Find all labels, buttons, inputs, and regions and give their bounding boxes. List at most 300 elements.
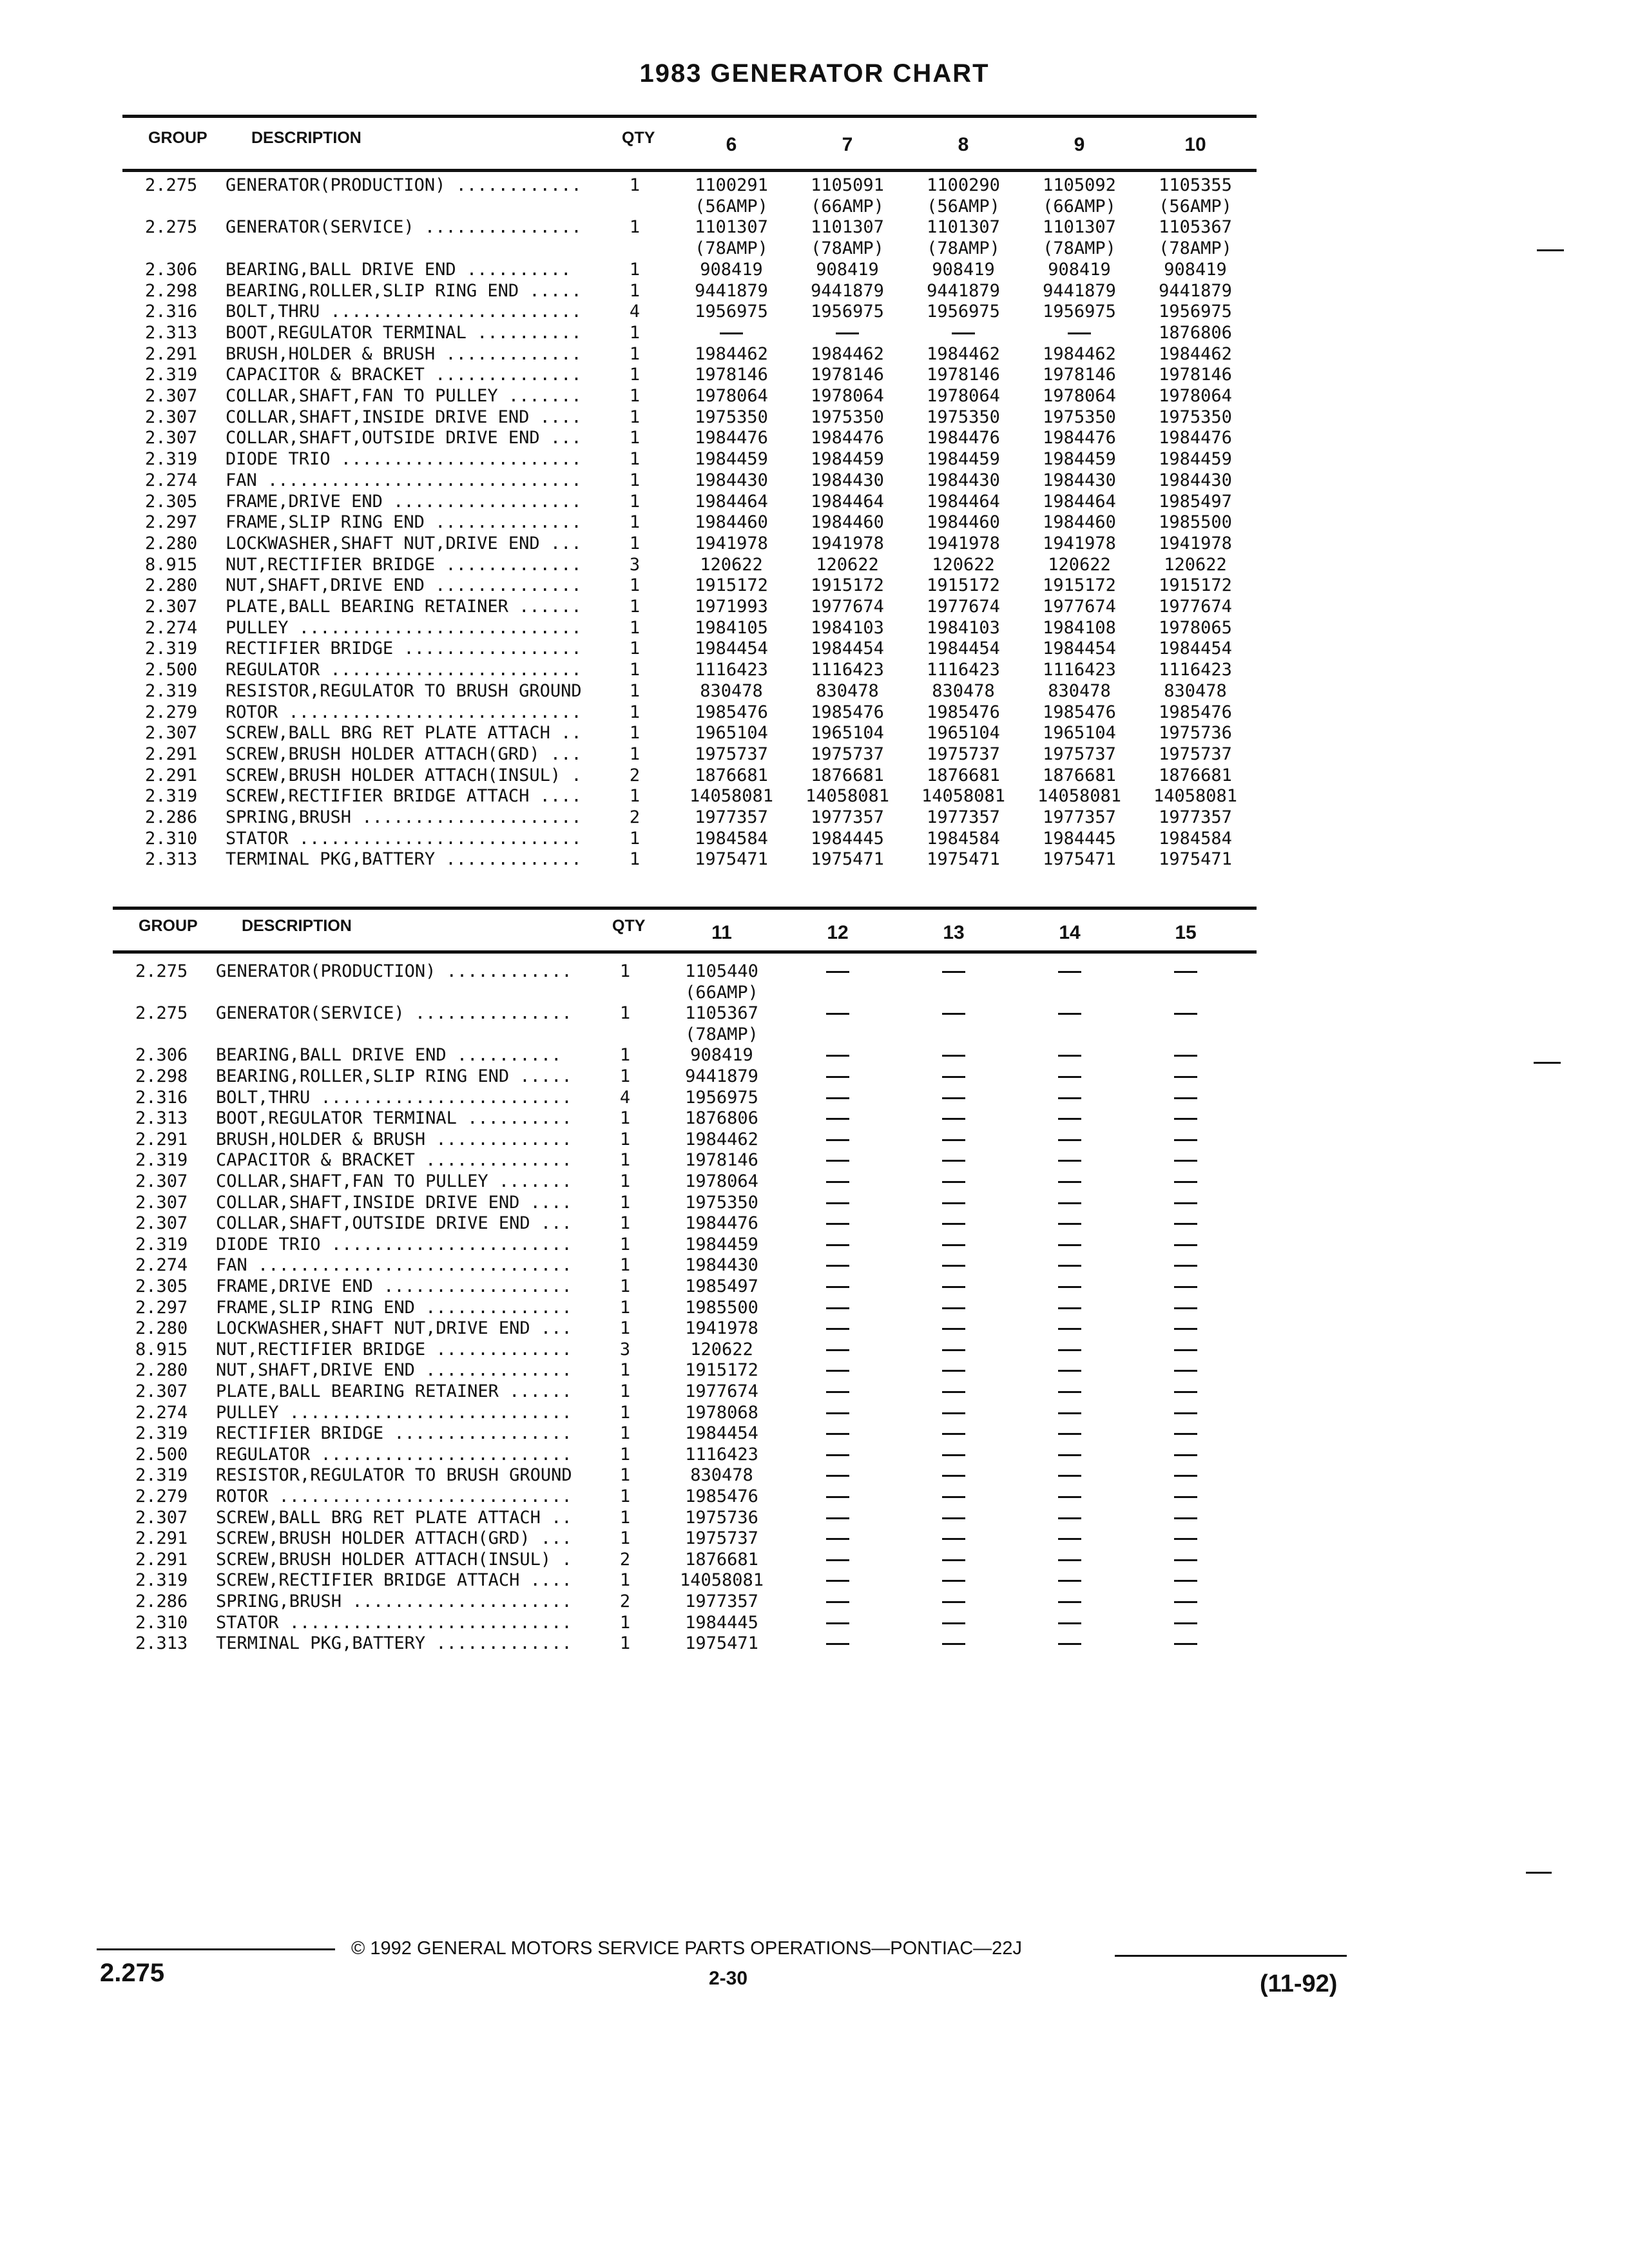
part-number-cell: 1977357 xyxy=(695,807,768,827)
part-description: SCREW,BALL BRG RET PLATE ATTACH .. xyxy=(216,1507,572,1528)
not-applicable-dash xyxy=(899,1570,1008,1590)
group-number: 2.280 xyxy=(135,1360,188,1381)
part-number-cell: (78AMP) xyxy=(685,1024,758,1044)
part-number-cell: 14058081 xyxy=(1037,786,1122,807)
part-number-cell: 1101307 xyxy=(927,217,1000,238)
not-applicable-dash xyxy=(899,1276,1008,1296)
part-number-cell: 908419 xyxy=(816,259,879,280)
part-number-cell: 1105091 xyxy=(811,175,884,195)
group-number: 2.305 xyxy=(135,1276,188,1296)
description-column-header: DESCRIPTION xyxy=(251,129,361,147)
part-number-cell: (78AMP) xyxy=(811,238,884,259)
part-number-cell: 1941978 xyxy=(1159,533,1232,553)
model-column-header-10: 10 xyxy=(1184,134,1206,155)
dash-mark xyxy=(826,1328,849,1330)
part-number-cell: 1975737 xyxy=(927,744,1000,764)
part-number-cell: 1915172 xyxy=(1043,575,1116,596)
part-number-cell: 1876806 xyxy=(685,1108,758,1129)
dash-mark xyxy=(942,1580,965,1582)
not-applicable-dash xyxy=(1015,1633,1124,1653)
not-applicable-dash xyxy=(783,1340,892,1360)
part-description: PULLEY ........................... xyxy=(226,617,582,638)
part-number-cell: 1978146 xyxy=(1043,365,1116,385)
not-applicable-dash xyxy=(1131,1591,1240,1611)
not-applicable-dash xyxy=(1131,1360,1240,1380)
dash-mark xyxy=(952,332,975,334)
group-number: 2.291 xyxy=(145,744,198,764)
part-number-cell: 1984584 xyxy=(695,828,768,849)
part-number-cell: 1984460 xyxy=(811,512,884,533)
part-number-cell: 1984460 xyxy=(1043,512,1116,533)
part-number-cell: 1984459 xyxy=(927,449,1000,470)
model-column-header-14: 14 xyxy=(1059,922,1081,943)
not-applicable-dash xyxy=(1131,1613,1240,1633)
footer-rule-left xyxy=(97,1948,335,1950)
part-description: FAN .............................. xyxy=(216,1255,572,1276)
dash-mark xyxy=(1058,1601,1081,1603)
part-description: NUT,RECTIFIER BRIDGE ............. xyxy=(216,1339,572,1360)
part-number-cell: 1984459 xyxy=(1159,449,1232,470)
part-number-cell: 1984462 xyxy=(1043,343,1116,364)
part-number-cell: 1975471 xyxy=(1159,849,1232,870)
part-number-cell: 1975736 xyxy=(1159,723,1232,744)
part-number-cell: 1984454 xyxy=(1159,639,1232,659)
not-applicable-dash xyxy=(783,1066,892,1086)
part-number-cell: 1984454 xyxy=(927,639,1000,659)
not-applicable-dash xyxy=(1025,323,1134,343)
not-applicable-dash xyxy=(1131,1508,1240,1528)
part-number-cell: 908419 xyxy=(1164,259,1227,280)
not-applicable-dash xyxy=(1131,1150,1240,1170)
group-number: 2.275 xyxy=(135,1003,188,1024)
not-applicable-dash xyxy=(783,1465,892,1485)
quantity: 1 xyxy=(619,1402,631,1423)
dash-mark xyxy=(826,1496,849,1498)
not-applicable-dash xyxy=(899,1486,1008,1506)
part-description: LOCKWASHER,SHAFT NUT,DRIVE END ... xyxy=(226,533,582,553)
part-number-cell: 1984430 xyxy=(811,470,884,490)
not-applicable-dash xyxy=(1015,1423,1124,1443)
not-applicable-dash xyxy=(783,1360,892,1380)
model-column-header-6: 6 xyxy=(726,134,737,155)
part-number-cell: 1876681 xyxy=(927,765,1000,785)
part-number-cell: 1116423 xyxy=(1043,660,1116,680)
part-number-cell: 14058081 xyxy=(689,786,774,807)
not-applicable-dash xyxy=(1015,1445,1124,1465)
part-number-cell: (78AMP) xyxy=(1159,238,1232,259)
not-applicable-dash xyxy=(1131,1255,1240,1275)
qty-column-header: QTY xyxy=(612,917,646,935)
not-applicable-dash xyxy=(899,1591,1008,1611)
quantity: 1 xyxy=(619,1192,631,1213)
part-number-cell: 1975737 xyxy=(811,744,884,764)
not-applicable-dash xyxy=(1131,1193,1240,1213)
not-applicable-dash xyxy=(1131,1108,1240,1128)
part-number-cell: 1977357 xyxy=(927,807,1000,827)
dash-mark xyxy=(1174,1076,1197,1078)
part-number-cell: 120622 xyxy=(1164,554,1227,575)
part-number-cell: 14058081 xyxy=(679,1570,764,1591)
not-applicable-dash xyxy=(783,1213,892,1233)
part-number-cell: 1956975 xyxy=(1043,302,1116,322)
group-number: 2.291 xyxy=(135,1549,188,1570)
dash-mark xyxy=(826,1475,849,1477)
group-number: 2.307 xyxy=(145,428,198,448)
not-applicable-dash xyxy=(1131,1066,1240,1086)
quantity: 1 xyxy=(629,407,641,427)
dash-mark xyxy=(826,1391,849,1393)
part-description: FRAME,DRIVE END .................. xyxy=(226,491,582,512)
not-applicable-dash xyxy=(899,1508,1008,1528)
part-description: COLLAR,SHAFT,FAN TO PULLEY ....... xyxy=(216,1171,572,1191)
part-number-cell: 1975350 xyxy=(695,407,768,427)
part-number-cell: 14058081 xyxy=(921,786,1006,807)
quantity: 1 xyxy=(619,1612,631,1633)
quantity: 1 xyxy=(619,1255,631,1276)
dash-mark xyxy=(942,1076,965,1078)
quantity: 1 xyxy=(629,512,641,533)
quantity: 1 xyxy=(629,365,641,385)
part-description: BOLT,THRU ........................ xyxy=(226,302,582,322)
part-number-cell: 1975471 xyxy=(811,849,884,870)
dash-mark xyxy=(826,1076,849,1078)
not-applicable-dash xyxy=(1015,1066,1124,1086)
dash-mark xyxy=(942,1286,965,1288)
quantity: 1 xyxy=(629,322,641,343)
quantity: 1 xyxy=(619,1003,631,1024)
dash-mark xyxy=(942,1601,965,1603)
footer-page-number: 2-30 xyxy=(709,1968,748,1989)
group-number: 2.279 xyxy=(135,1486,188,1506)
part-number-cell: 1985476 xyxy=(927,702,1000,722)
part-number-cell: 1985476 xyxy=(811,702,884,722)
dash-mark xyxy=(1174,1454,1197,1456)
part-number-cell: 1915172 xyxy=(685,1360,758,1381)
dash-mark xyxy=(1174,1202,1197,1204)
dash-mark xyxy=(826,1307,849,1309)
part-number-cell: 1975471 xyxy=(927,849,1000,870)
group-number: 2.313 xyxy=(135,1108,188,1129)
dash-mark xyxy=(942,1391,965,1393)
quantity: 1 xyxy=(629,491,641,512)
group-number: 2.319 xyxy=(135,1465,188,1486)
not-applicable-dash xyxy=(783,1193,892,1213)
quantity: 4 xyxy=(629,302,641,322)
part-number-cell: 1105367 xyxy=(685,1003,758,1024)
part-number-cell: 1941978 xyxy=(1043,533,1116,553)
dash-mark xyxy=(826,1202,849,1204)
model-column-header-8: 8 xyxy=(958,134,969,155)
dash-mark xyxy=(826,1097,849,1099)
part-description: NUT,SHAFT,DRIVE END .............. xyxy=(216,1360,572,1381)
table-header-rule xyxy=(122,169,1257,172)
dash-mark xyxy=(1174,1328,1197,1330)
part-number-cell: 1956975 xyxy=(811,302,884,322)
part-number-cell: 1101307 xyxy=(811,217,884,238)
part-number-cell: 1975350 xyxy=(811,407,884,427)
quantity: 1 xyxy=(619,1423,631,1444)
dash-mark xyxy=(942,1454,965,1456)
not-applicable-dash xyxy=(1015,1129,1124,1149)
part-number-cell: 1977674 xyxy=(927,597,1000,617)
group-number: 2.319 xyxy=(135,1150,188,1171)
part-number-cell: 1984430 xyxy=(1043,470,1116,490)
group-number: 2.307 xyxy=(135,1507,188,1528)
quantity: 1 xyxy=(629,428,641,448)
group-number: 2.313 xyxy=(135,1633,188,1654)
part-number-cell: 1984476 xyxy=(695,428,768,448)
group-number: 2.319 xyxy=(135,1423,188,1444)
part-number-cell: 1985476 xyxy=(1043,702,1116,722)
part-number-cell: (56AMP) xyxy=(1159,196,1232,216)
dash-mark xyxy=(1058,1370,1081,1372)
dash-mark xyxy=(1174,1601,1197,1603)
part-description: BOLT,THRU ........................ xyxy=(216,1087,572,1108)
part-number-cell: 9441879 xyxy=(927,280,1000,301)
part-number-cell: 1975350 xyxy=(927,407,1000,427)
dash-mark xyxy=(1174,1517,1197,1519)
part-number-cell: 1915172 xyxy=(927,575,1000,596)
quantity: 1 xyxy=(619,1507,631,1528)
quantity: 1 xyxy=(619,1066,631,1086)
part-number-cell: 1915172 xyxy=(1159,575,1232,596)
quantity: 1 xyxy=(619,1318,631,1339)
part-number-cell: 1984459 xyxy=(695,449,768,470)
not-applicable-dash xyxy=(899,1066,1008,1086)
quantity: 1 xyxy=(629,723,641,744)
quantity: 1 xyxy=(619,1465,631,1486)
part-description: PULLEY ........................... xyxy=(216,1402,572,1423)
dash-mark xyxy=(1174,1538,1197,1540)
part-number-cell: 1984445 xyxy=(685,1612,758,1633)
model-column-header-13: 13 xyxy=(943,922,965,943)
not-applicable-dash xyxy=(1015,1298,1124,1318)
not-applicable-dash xyxy=(899,1108,1008,1128)
not-applicable-dash xyxy=(909,323,1018,343)
quantity: 1 xyxy=(629,849,641,870)
not-applicable-dash xyxy=(1131,1276,1240,1296)
dash-mark xyxy=(942,1181,965,1183)
dash-mark xyxy=(1174,1496,1197,1498)
not-applicable-dash xyxy=(899,1318,1008,1338)
quantity: 1 xyxy=(629,280,641,301)
part-description: CAPACITOR & BRACKET .............. xyxy=(216,1150,572,1171)
part-number-cell: 1101307 xyxy=(1043,217,1116,238)
part-number-cell: 1984430 xyxy=(927,470,1000,490)
dash-mark xyxy=(1174,1622,1197,1624)
dash-mark xyxy=(942,1475,965,1477)
dash-mark xyxy=(1058,1622,1081,1624)
quantity: 1 xyxy=(629,386,641,406)
part-number-cell: 1984105 xyxy=(695,617,768,638)
not-applicable-dash xyxy=(783,961,892,981)
not-applicable-dash xyxy=(1015,1591,1124,1611)
not-applicable-dash xyxy=(1015,1613,1124,1633)
part-number-cell: 1941978 xyxy=(927,533,1000,553)
part-description: BEARING,BALL DRIVE END .......... xyxy=(226,259,572,280)
not-applicable-dash xyxy=(783,1150,892,1170)
part-description: ROTOR ............................ xyxy=(216,1486,572,1506)
dash-mark xyxy=(942,1118,965,1120)
part-number-cell: 1984476 xyxy=(685,1213,758,1234)
part-number-cell: 830478 xyxy=(1164,680,1227,701)
quantity: 1 xyxy=(619,1570,631,1591)
not-applicable-dash xyxy=(783,1550,892,1570)
part-description: COLLAR,SHAFT,INSIDE DRIVE END .... xyxy=(216,1192,572,1213)
part-description: BOOT,REGULATOR TERMINAL .......... xyxy=(216,1108,572,1129)
part-number-cell: 120622 xyxy=(1048,554,1111,575)
dash-mark xyxy=(942,1055,965,1057)
part-number-cell: 1956975 xyxy=(685,1087,758,1108)
part-number-cell: 1977674 xyxy=(1159,597,1232,617)
dash-mark xyxy=(1174,1580,1197,1582)
quantity: 1 xyxy=(619,1234,631,1254)
not-applicable-dash xyxy=(899,1445,1008,1465)
model-column-header-12: 12 xyxy=(827,922,849,943)
margin-tick xyxy=(1526,1872,1552,1874)
dash-mark xyxy=(942,1223,965,1225)
part-number-cell: 1978064 xyxy=(927,386,1000,406)
group-number: 2.307 xyxy=(145,723,198,744)
group-number: 2.319 xyxy=(145,365,198,385)
part-number-cell: 908419 xyxy=(1048,259,1111,280)
dash-mark xyxy=(1174,1244,1197,1246)
part-description: FAN .............................. xyxy=(226,470,582,490)
part-description: BOOT,REGULATOR TERMINAL .......... xyxy=(226,322,582,343)
part-description: GENERATOR(PRODUCTION) ............ xyxy=(216,961,572,981)
not-applicable-dash xyxy=(1015,1088,1124,1108)
part-number-cell: 1984462 xyxy=(685,1129,758,1149)
part-number-cell: (78AMP) xyxy=(1043,238,1116,259)
part-number-cell: 1985497 xyxy=(1159,491,1232,512)
part-number-cell: 14058081 xyxy=(1153,786,1238,807)
dash-mark xyxy=(1174,1307,1197,1309)
quantity: 1 xyxy=(619,1045,631,1066)
part-number-cell: 1941978 xyxy=(685,1318,758,1339)
not-applicable-dash xyxy=(783,1486,892,1506)
dash-mark xyxy=(1058,1517,1081,1519)
quantity: 2 xyxy=(619,1549,631,1570)
dash-mark xyxy=(826,1013,849,1015)
part-description: REGULATOR ........................ xyxy=(216,1444,572,1465)
part-number-cell: 1965104 xyxy=(1043,723,1116,744)
group-number: 2.291 xyxy=(145,765,198,785)
dash-mark xyxy=(826,1601,849,1603)
model-column-header-11: 11 xyxy=(711,922,732,943)
not-applicable-dash xyxy=(677,323,786,343)
part-number-cell: 1977674 xyxy=(1043,597,1116,617)
part-description: PLATE,BALL BEARING RETAINER ...... xyxy=(216,1381,572,1401)
dash-mark xyxy=(1174,1013,1197,1015)
model-column-header-7: 7 xyxy=(842,134,853,155)
not-applicable-dash xyxy=(1015,1003,1124,1023)
not-applicable-dash xyxy=(1131,1381,1240,1401)
not-applicable-dash xyxy=(1015,961,1124,981)
part-number-cell: 9441879 xyxy=(1043,280,1116,301)
part-number-cell: 1978064 xyxy=(685,1171,758,1191)
dash-mark xyxy=(942,1202,965,1204)
part-number-cell: 1985476 xyxy=(695,702,768,722)
dash-mark xyxy=(1058,1202,1081,1204)
part-description: CAPACITOR & BRACKET .............. xyxy=(226,365,582,385)
part-number-cell: 120622 xyxy=(816,554,879,575)
not-applicable-dash xyxy=(1131,1088,1240,1108)
not-applicable-dash xyxy=(1015,1403,1124,1423)
part-number-cell: 830478 xyxy=(816,680,879,701)
part-number-cell: 1977674 xyxy=(685,1381,758,1401)
part-number-cell: 1975350 xyxy=(1043,407,1116,427)
model-column-header-9: 9 xyxy=(1074,134,1085,155)
dash-mark xyxy=(1174,1265,1197,1267)
part-number-cell: 1975471 xyxy=(695,849,768,870)
not-applicable-dash xyxy=(1131,1213,1240,1233)
part-number-cell: 1975350 xyxy=(1159,407,1232,427)
part-number-cell: 1915172 xyxy=(811,575,884,596)
not-applicable-dash xyxy=(899,1528,1008,1548)
group-number: 2.297 xyxy=(145,512,198,533)
quantity: 2 xyxy=(629,765,641,785)
group-number: 2.298 xyxy=(145,280,198,301)
not-applicable-dash xyxy=(1015,1508,1124,1528)
part-number-cell: 1975350 xyxy=(685,1192,758,1213)
dash-mark xyxy=(826,1160,849,1162)
part-number-cell: 1978064 xyxy=(695,386,768,406)
dash-mark xyxy=(1068,332,1091,334)
group-number: 2.313 xyxy=(145,322,198,343)
dash-mark xyxy=(1058,1139,1081,1141)
part-number-cell: 1941978 xyxy=(811,533,884,553)
dash-mark xyxy=(1174,1139,1197,1141)
group-number: 2.319 xyxy=(145,786,198,807)
part-number-cell: 830478 xyxy=(700,680,763,701)
part-number-cell: 1105367 xyxy=(1159,217,1232,238)
part-number-cell: 1984464 xyxy=(1043,491,1116,512)
not-applicable-dash xyxy=(1015,1528,1124,1548)
part-number-cell: 1965104 xyxy=(695,723,768,744)
dash-mark xyxy=(826,1223,849,1225)
part-number-cell: 1984464 xyxy=(695,491,768,512)
part-number-cell: 120622 xyxy=(932,554,995,575)
group-column-header: GROUP xyxy=(148,129,207,147)
dash-mark xyxy=(1174,1160,1197,1162)
dash-mark xyxy=(1058,1559,1081,1561)
part-number-cell: 1975737 xyxy=(685,1528,758,1549)
part-number-cell: 1984454 xyxy=(811,639,884,659)
quantity: 1 xyxy=(619,1108,631,1129)
not-applicable-dash xyxy=(1131,1403,1240,1423)
part-number-cell: 1984584 xyxy=(1159,828,1232,849)
quantity: 1 xyxy=(619,1129,631,1149)
not-applicable-dash xyxy=(899,1255,1008,1275)
group-number: 2.313 xyxy=(145,849,198,870)
part-number-cell: 1965104 xyxy=(811,723,884,744)
quantity: 1 xyxy=(619,1381,631,1401)
part-description: BEARING,ROLLER,SLIP RING END ..... xyxy=(216,1066,572,1086)
part-number-cell: 1984103 xyxy=(927,617,1000,638)
not-applicable-dash xyxy=(1015,1255,1124,1275)
not-applicable-dash xyxy=(783,1276,892,1296)
not-applicable-dash xyxy=(899,1340,1008,1360)
not-applicable-dash xyxy=(783,1403,892,1423)
not-applicable-dash xyxy=(1131,1045,1240,1065)
part-number-cell: 1915172 xyxy=(695,575,768,596)
part-number-cell: 1985500 xyxy=(685,1297,758,1318)
part-number-cell: 1978146 xyxy=(685,1150,758,1171)
part-number-cell: 1105440 xyxy=(685,961,758,981)
dash-mark xyxy=(1174,971,1197,973)
part-description: GENERATOR(SERVICE) ............... xyxy=(216,1003,572,1024)
group-number: 2.307 xyxy=(135,1213,188,1234)
